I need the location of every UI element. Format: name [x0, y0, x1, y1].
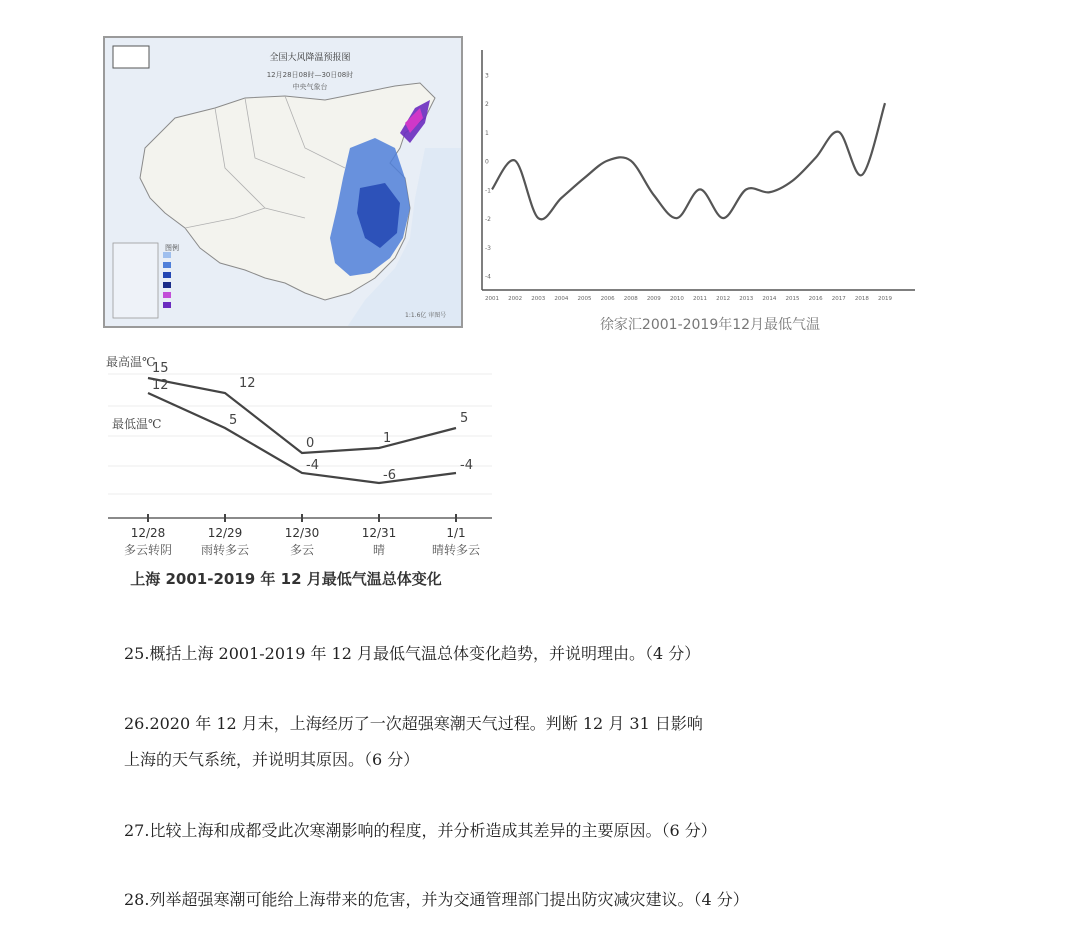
x-tick-label: 2010 [669, 296, 684, 302]
y-tick-label: 0 [485, 158, 489, 166]
data-label: 0 [306, 436, 315, 451]
x-tick-label: 2011 [693, 296, 708, 302]
question-27: 27.比较上海和成都受此次寒潮影响的程度，并分析造成其差异的主要原因。（6 分） [124, 821, 717, 840]
weather-label: 多云转阴 [123, 543, 173, 557]
y-tick-label: -3 [485, 244, 491, 252]
y-tick-label: 1 [485, 129, 489, 137]
max-temp-label: 最高温℃ [106, 355, 156, 369]
map-legend-title: 图例 [165, 244, 179, 252]
weather-label: 晴 [372, 543, 386, 557]
question-26-line2: 上海的天气系统，并说明其原因。（6 分） [124, 750, 420, 769]
y-tick-label: -2 [485, 216, 491, 224]
data-label: -4 [460, 458, 473, 473]
x-tick-label: 2015 [785, 296, 800, 302]
data-label: 12 [239, 376, 256, 391]
y-tick-label: -1 [485, 187, 491, 195]
x-tick-label: 2003 [531, 296, 546, 302]
x-tick-label: 2014 [762, 296, 777, 302]
legend-swatch-4 [163, 282, 171, 288]
y-tick-label: 3 [485, 72, 489, 80]
date-label: 12/30 [284, 526, 320, 540]
x-tick-label: 2001 [485, 296, 499, 302]
map-subtitle: 12月28日08时—30日08时 [266, 71, 354, 79]
x-tick-label: 2009 [646, 296, 661, 302]
data-label: 12 [152, 378, 169, 393]
map-footnote: 1:1.6亿 审图号 [405, 312, 447, 319]
map-title: 全国大风降温预报图 [269, 53, 351, 63]
date-label: 12/28 [130, 526, 166, 540]
x-tick-label: 2006 [600, 296, 615, 302]
legend-swatch-6 [163, 302, 171, 308]
x-tick-label: 2012 [716, 296, 731, 302]
map-org: 中央气象台 [292, 83, 328, 91]
south-sea-inset [113, 243, 158, 318]
legend-swatch-5 [163, 292, 171, 298]
x-tick-label: 2017 [831, 296, 846, 302]
date-label: 1/1 [446, 526, 466, 540]
weather-label: 晴转多云 [431, 543, 481, 557]
forecast-chart [100, 348, 500, 598]
weather-label: 雨转多云 [200, 543, 250, 557]
date-label: 12/31 [361, 526, 397, 540]
x-tick-label: 2002 [508, 296, 523, 302]
y-tick-label: -4 [485, 273, 491, 281]
forecast-chart-title: 上海 2001-2019 年 12 月最低气温总体变化 [130, 570, 442, 588]
weather-label: 多云 [289, 543, 315, 557]
x-tick-label: 2005 [577, 296, 592, 302]
data-label: -6 [383, 468, 396, 483]
xujiahui-chart-title: 徐家汇2001-2019年12月最低气温 [599, 317, 821, 333]
question-28: 28.列举超强寒潮可能给上海带来的危害，并为交通管理部门提出防灾减灾建议。（4 分） [124, 890, 749, 909]
data-label: 5 [229, 413, 238, 428]
temperature-line [492, 103, 885, 219]
xujiahui-chart [470, 40, 930, 340]
question-26-line1: 26.2020 年 12 月末，上海经历了一次超强寒潮天气过程。判断 12 月 31 日影响 [124, 714, 703, 733]
x-tick-label: 2016 [808, 296, 823, 302]
legend-swatch-3 [163, 272, 171, 278]
data-label: 15 [152, 361, 169, 376]
data-label: -4 [306, 458, 319, 473]
data-label: 1 [383, 431, 392, 446]
x-tick-label: 2013 [739, 296, 754, 302]
min-temp-label: 最低温℃ [112, 417, 162, 431]
x-tick-label: 2018 [854, 296, 869, 302]
x-tick-label: 2004 [554, 296, 569, 302]
legend-swatch-2 [163, 262, 171, 268]
question-25: 25.概括上海 2001-2019 年 12 月最低气温总体变化趋势，并说明理由。（4 分） [124, 644, 701, 663]
date-label: 12/29 [207, 526, 243, 540]
max-temp-line [148, 378, 456, 453]
x-tick-label: 2019 [878, 296, 892, 302]
x-tick-label: 2008 [623, 296, 638, 302]
y-tick-label: 2 [485, 101, 489, 109]
cold-wave-map [103, 36, 463, 328]
data-label: 5 [460, 411, 469, 426]
map-inset-box [113, 46, 149, 68]
